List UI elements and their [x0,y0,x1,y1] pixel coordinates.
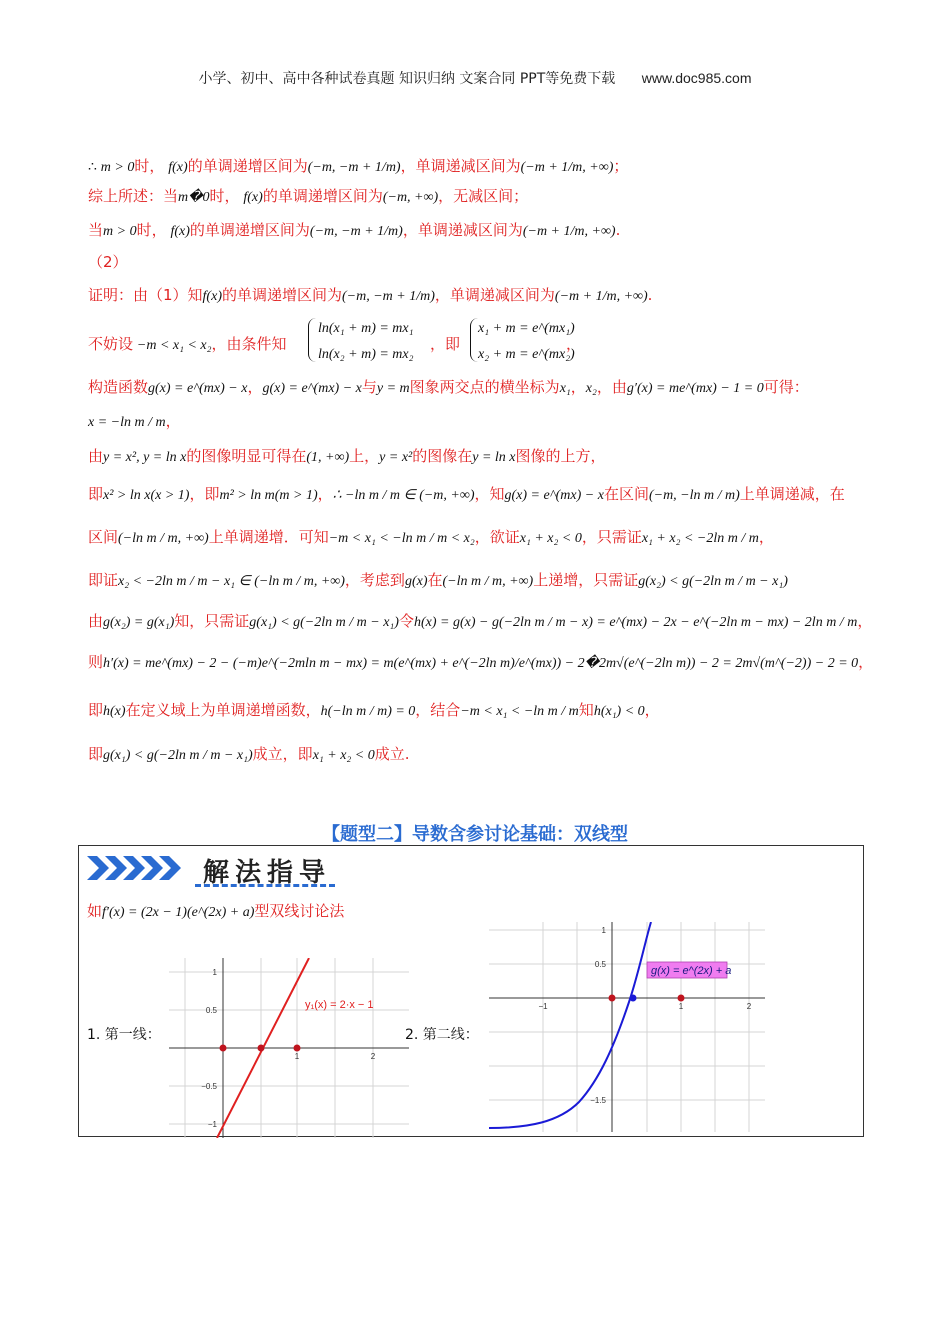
math-derivative: g′(x) = me^(mx) − 1 = 0 [626,381,764,396]
method-guide-box [78,845,864,1137]
text: 的单调递增区间为 [221,286,342,304]
step-1-label: 1. 第一线： [87,1027,161,1043]
text: ， [165,412,181,430]
text: 上， [349,447,380,465]
comma [566,334,581,355]
math-hx: h(x) [103,704,126,719]
text: 即 [88,701,104,719]
text: ，考虑到 [344,571,405,589]
text: ； [613,157,629,175]
text: 知，只需证 [174,612,250,630]
text: 由 [88,447,104,465]
solution-line-13 [88,611,872,633]
text: 与 [361,378,377,396]
math-gx: g(x) = e^(mx) − x [504,488,604,503]
text: ，知 [474,485,505,503]
math: ∴ −ln m / m ∈ (−m, +∞) [332,488,475,503]
tick-x-neg1: −1 [538,1002,548,1011]
math-derivative: f′(x) = (2x − 1)(e^(2x) + a) [102,905,255,920]
section-title: 【题型二】导数含参讨论基础：双线型 [322,824,628,845]
text: 在区间 [603,485,649,503]
text: 不妨设 [88,335,134,353]
equation: x₁ + m = e^(mx₁) [478,321,575,336]
math: −m < x₁ < −ln m / m [460,704,579,719]
text-ji [430,334,460,355]
solution-line-9 [88,446,606,468]
math-interval: (−m, −m + 1/m) [307,160,401,175]
text: 在 [427,571,443,589]
grid [489,922,765,1132]
text: 即证 [88,571,119,589]
math-fx: f(x) [168,160,188,175]
math-interval: (−ln m / m, +∞) [442,574,534,589]
text: 型双线讨论法 [254,902,345,920]
solution-line-12 [88,570,788,592]
solution-line-8 [88,411,181,433]
math-fx: f(x) [170,224,190,239]
equation: ln(x₂ + m) = mx₂ [318,347,414,362]
math: g(x₁) < g(−2ln m / m − x₁) [249,615,399,630]
math-fx: f(x) [202,289,222,304]
text: ，由条件知 [211,335,287,353]
text: ， [317,485,333,503]
math: x₂ < −2ln m / m − x₁ ∈ (−ln m / m, +∞) [118,574,345,589]
text: 上单调递增．可知 [208,528,329,546]
system-eq-2 [318,344,414,365]
text: 的图像在 [412,447,473,465]
point-origin [609,995,616,1002]
math-interval: (−m + 1/m, +∞) [554,289,648,304]
equation: ln(x₁ + m) = mx₁ [318,321,414,336]
math-gx: g(x) = e^(mx) − x [262,381,362,396]
text: 的图像明显可得在 [186,447,307,465]
text: ，单调递减区间为 [434,286,555,304]
tick-y-neg0.5: −0.5 [201,1082,217,1091]
solution-line-3 [88,220,620,242]
tick-y-1: 1 [601,926,606,935]
math-interval: (−m, +∞) [382,190,439,205]
text: ，结合 [415,701,461,719]
point-origin [220,1045,227,1052]
graph-second-line [489,922,765,1132]
point-root [258,1045,265,1052]
math-fx: f(x) [243,190,263,205]
solution-line-10 [88,484,845,506]
text: 的单调递增区间为 [189,221,310,239]
text: 则 [88,653,104,671]
math: x² > ln x(x > 1) [103,488,190,503]
step-2-label: 2. 第二线： [405,1027,479,1043]
math: −m < x₁ < −ln m / m < x₂ [328,531,475,546]
text: 可得： [763,378,809,396]
text: ，由 [596,378,627,396]
math-inequality: −m < x₁ < x₂ [136,338,212,353]
solution-line-14 [88,652,873,674]
solution-line-6 [88,334,287,356]
math-interval: (−ln m / m, +∞) [118,531,209,546]
math: y = x², y = ln x [103,450,187,465]
math: g(x₁) < g(−2ln m / m − x₁) [103,748,253,763]
text: 的单调递增区间为 [262,187,383,205]
solution-line-16 [88,744,410,766]
part-label: （2） [88,253,128,271]
text: 即 [88,485,104,503]
text: 如 [87,902,103,920]
text: ，单调递减区间为 [402,221,523,239]
math: y = ln x [472,450,516,465]
text: 上单调递减，在 [739,485,845,503]
tick-x-2: 2 [370,1052,376,1061]
math: h(−ln m / m) = 0 [320,704,416,719]
math-interval: (−m, −m + 1/m) [309,224,403,239]
text: ，即 [430,335,461,353]
curve-g [489,922,651,1128]
tick-x-1: 1 [294,1052,300,1061]
graph-first-line [169,958,409,1138]
math-gx: g(x) [404,574,428,589]
header-url[interactable]: www.doc985.com [641,70,752,86]
tick-y-1: 1 [212,968,217,977]
guide-rule [87,900,344,921]
text: 即 [88,745,104,763]
text: ， [566,335,582,353]
text: ， [247,378,263,396]
math-condition: m > 0 [100,160,135,175]
math-interval: (−m + 1/m, +∞) [520,160,614,175]
text: 成立. [374,745,410,763]
solution-line-11 [88,527,774,549]
guide-underline [195,884,335,887]
text: ，无减区间； [438,187,529,205]
text: 时， [209,187,240,205]
math-condition: m > 0 [103,224,137,239]
text: 综上所述：当 [88,187,179,205]
header-text: 小学、初中、高中各种试卷真题 知识归纳 文案合同 PPT等免费下载 [198,71,616,87]
page-header [0,68,950,88]
math-interval: (−m + 1/m, +∞) [522,224,616,239]
text: ， [570,378,586,396]
text: ，只需证 [581,528,642,546]
math-critical-point: x = −ln m / m [88,415,166,430]
point-x1 [678,995,685,1002]
tick-x-1: 1 [678,1002,684,1011]
math: m² > ln m(m > 1) [219,488,318,503]
text: 图像的上方， [515,447,606,465]
math-gx: g(x) = e^(mx) − x [148,381,248,396]
math: g(x₂) = g(x₁) [103,615,175,630]
solution-line-15 [88,700,660,722]
text: 知 [578,701,594,719]
text: ， [644,701,660,719]
text: 成立，即 [252,745,313,763]
solution-line-4 [88,252,128,273]
text: 的单调递增区间为 [187,157,308,175]
solution-line-2 [88,186,528,208]
math: g(x₂) < g(−2ln m / m − x₁) [638,574,788,589]
chevron-arrows-icon [87,854,197,882]
text: 图象两交点的横坐标为 [409,378,560,396]
text: ， [758,528,774,546]
text: 令 [398,612,414,630]
tick-y-neg1: −1 [207,1120,217,1129]
system-eq-1 [318,318,414,339]
solution-line-5 [88,285,652,307]
math: x₁ + x₂ < −2ln m / m [641,531,759,546]
text: ，欲证 [474,528,520,546]
therefore-symbol: ∴ [88,160,97,175]
math-x1: x₁ [559,381,571,396]
text: ，即 [189,485,220,503]
math-interval: (−m, −ln m / m) [648,488,740,503]
point-root [630,995,637,1002]
system-eq-3 [478,318,575,339]
math: x₁ + x₂ < 0 [312,748,375,763]
math: h(x) = g(x) − g(−2ln m / m − x) = e^(mx) − 2x − e^(−2ln m − mx) − 2ln m / m [413,615,858,630]
graph1-label: y₁(x) = 2·x − 1 [305,999,374,1011]
tick-y-0.5: 0.5 [205,1006,217,1015]
tick-y-0.5: 0.5 [594,960,606,969]
text: 上递增，只需证 [533,571,639,589]
tick-y-neg1.5: −1.5 [590,1096,606,1105]
solution-line-7 [88,377,809,399]
text: ， [857,612,873,630]
text: . [615,221,621,239]
math-interval: (1, +∞) [306,450,350,465]
system-eq-4 [478,344,575,365]
math: h(x₁) < 0 [593,704,645,719]
text: . [647,286,653,304]
math-derivative: h′(x) = me^(mx) − 2 − (−m)e^(−2mln m − mx) = m(e^(mx) + e^(−2ln m)/e^(mx)) − 2�2m√(e^(−2ln m)) − 2 = 2m√(m^(−2)) − 2 = 0 [103,656,859,671]
text: 时， [134,157,165,175]
text: 区间 [88,528,119,546]
tick-x-2: 2 [746,1002,752,1011]
text: 当 [88,221,104,239]
text: ，单调递减区间为 [400,157,521,175]
point-x1 [294,1045,301,1052]
text: 证明：由（1）知 [88,286,203,304]
math: x₁ + x₂ < 0 [519,531,582,546]
graph2-label: g(x) = e^(2x) + a [651,965,732,977]
math-condition: m�0 [178,190,210,205]
math-y: y = m [376,381,410,396]
math-x2: x₂ [585,381,597,396]
math: y = x² [379,450,413,465]
guide-title: 解法指导 [203,858,332,888]
text: 由 [88,612,104,630]
math-interval: (−m, −m + 1/m) [342,289,435,304]
text: ， [858,653,874,671]
text: 构造函数 [88,378,149,396]
text: 在定义域上为单调递增函数， [125,701,321,719]
equation: x₂ + m = e^(mx₂) [478,347,575,362]
solution-line-1 [88,156,628,178]
text: 时， [136,221,167,239]
